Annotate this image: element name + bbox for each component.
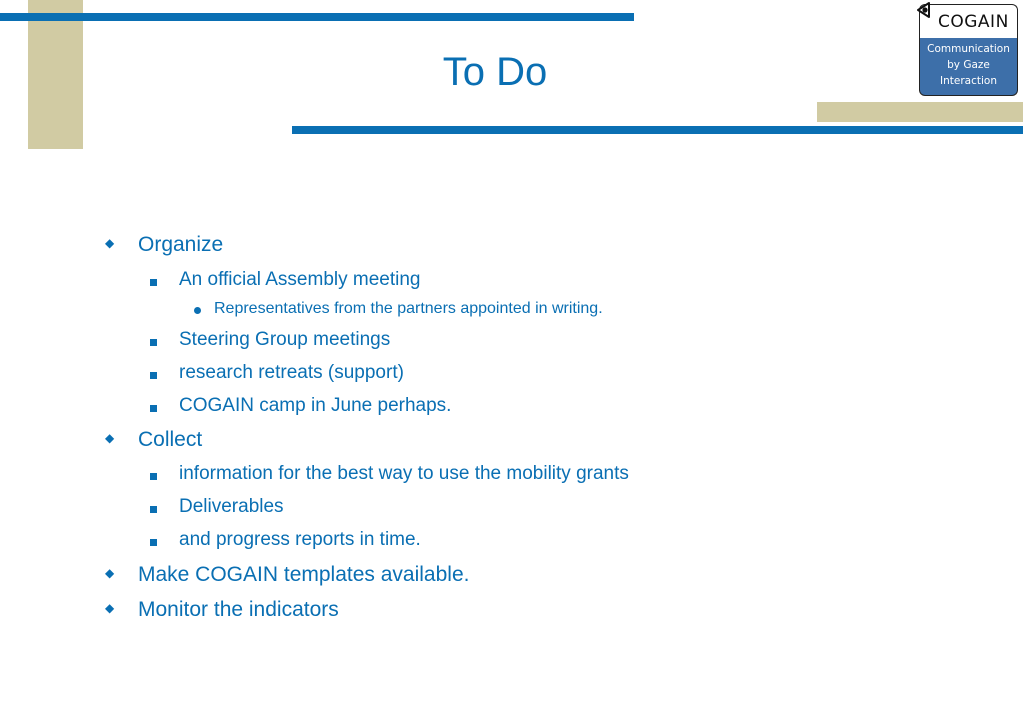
diamond-bullet-icon: ◆ bbox=[105, 601, 115, 615]
circle-bullet-icon bbox=[194, 307, 201, 314]
list-item: information for the best way to use the mobility grants bbox=[179, 463, 629, 484]
list-item: Steering Group meetings bbox=[179, 329, 391, 350]
square-bullet-icon bbox=[150, 405, 157, 412]
list-item: research retreats (support) bbox=[179, 362, 404, 383]
slide-title: To Do bbox=[442, 50, 548, 94]
list-item: Monitor the indicators bbox=[138, 598, 339, 621]
list-item: An official Assembly meeting bbox=[179, 269, 421, 290]
square-bullet-icon bbox=[150, 506, 157, 513]
square-bullet-icon bbox=[150, 539, 157, 546]
logo-name: COGAIN bbox=[938, 12, 1009, 32]
list-item: COGAIN camp in June perhaps. bbox=[179, 395, 452, 416]
list-item: Deliverables bbox=[179, 496, 284, 517]
square-bullet-icon bbox=[150, 473, 157, 480]
logo-line-3: Interaction bbox=[940, 75, 997, 87]
list-item: Organize bbox=[138, 233, 224, 256]
list-item: Collect bbox=[138, 428, 203, 451]
diamond-bullet-icon: ◆ bbox=[105, 236, 115, 250]
list-item: Representatives from the partners appointed in writing. bbox=[214, 300, 603, 317]
square-bullet-icon bbox=[150, 279, 157, 286]
logo-line-1: Communication bbox=[927, 43, 1010, 55]
logo-line-2: by Gaze bbox=[947, 59, 990, 71]
square-bullet-icon bbox=[150, 339, 157, 346]
diamond-bullet-icon: ◆ bbox=[105, 431, 115, 445]
square-bullet-icon bbox=[150, 372, 157, 379]
list-item: and progress reports in time. bbox=[179, 529, 421, 550]
list-item: Make COGAIN templates available. bbox=[138, 563, 470, 586]
diamond-bullet-icon: ◆ bbox=[105, 566, 115, 580]
